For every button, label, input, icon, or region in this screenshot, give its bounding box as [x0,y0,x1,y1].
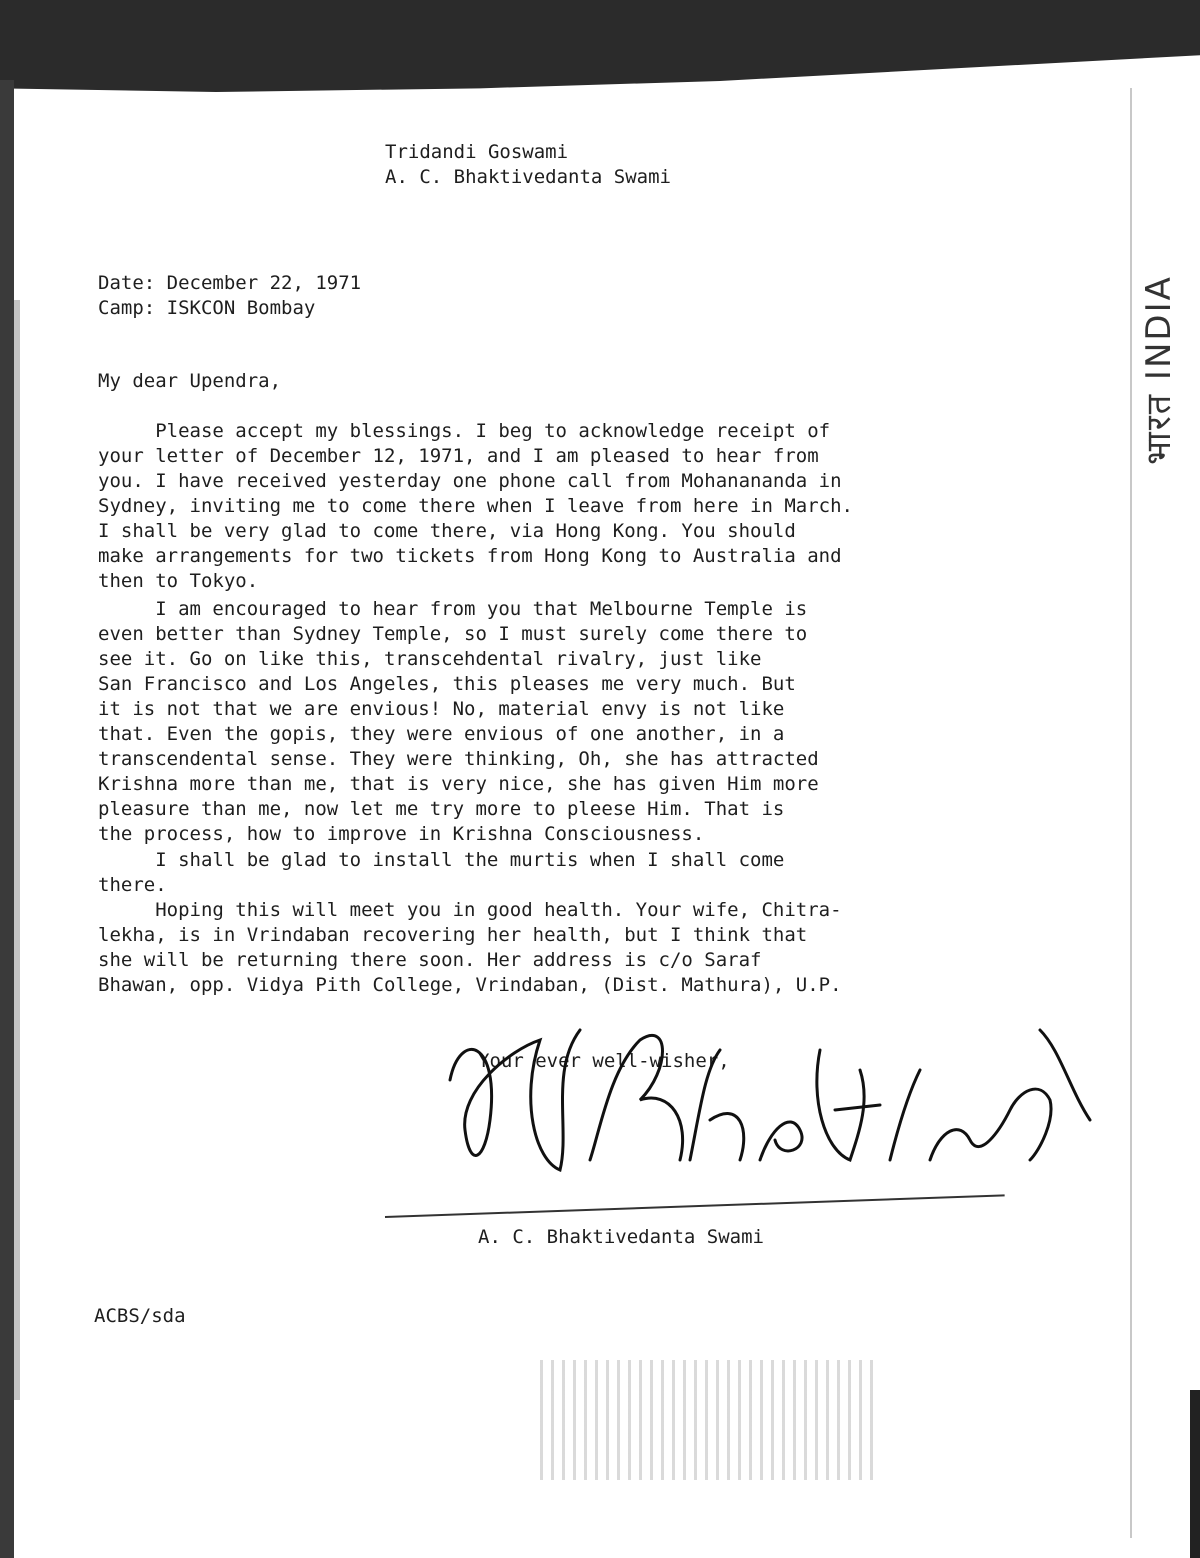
letterhead-line-1: Tridandi Goswami [385,141,569,163]
scan-shadow-top [0,0,1200,92]
scan-edge-right [1190,1390,1200,1558]
typist-initials: ACBS/sda [94,1305,186,1327]
letterhead [385,140,671,190]
camp-line: Camp: ISKCON Bombay [98,297,316,319]
letterhead-line-2: A. C. Bhaktivedanta Swami [385,166,671,188]
closing-line: Your ever well-wisher, [478,1050,730,1072]
date-camp-block [98,271,361,321]
scan-edge-left [0,80,14,1558]
date-line: Date: December 22, 1971 [98,272,362,294]
india-watermark: भारत INDIA [1139,275,1180,465]
paragraph-1: Please accept my blessings. I beg to acknowledge receipt of your letter of December 12, 1971, and I am pleased to hear from you. I have received yesterday one phone call from Mohanananda in Sydney, inviting me to come there when I leave from here in March. I shall be very glad to come there, via Hong Kong. You should make arrangements for two tickets from Hong Kong to Australia and then to Tokyo. [98,420,853,592]
salutation: My dear Upendra, [98,370,282,392]
signature-line [385,1194,1005,1218]
handwritten-signature [440,1010,1100,1180]
signature-name: A. C. Bhaktivedanta Swami [478,1226,764,1248]
paragraph-4: Hoping this will meet you in good health. Your wife, Chitra- lekha, is in Vrindaban recovering her health, but I think that she will be returning there soon. Her address is c/o Saraf Bhawan, opp. Vidya Pith College, Vrindaban, (Dist. Mathura), U.P. [98,899,842,996]
scan-speckle [540,1360,880,1480]
paragraph-3: I shall be glad to install the murtis when I shall come there. [98,849,785,896]
paragraph-2: I am encouraged to hear from you that Melbourne Temple is even better than Sydney Temple, so I must surely come there to see it. Go on like this, transcehdental rivalry, just like San Francisco and Los Angeles, this pleases me very much. But it is not that we are envious! No, material envy is not like that. Even the gopis, they were envious of one another, in a transcendental sense. They were thinking, Oh, she has attracted Krishna more than me, that is very nice, she has given Him more pleasure than me, now let me try more to pleese Him. That is the process, how to improve in Krishna Consciousness. [98,598,819,845]
scan-edge-left-faint [14,300,20,1400]
